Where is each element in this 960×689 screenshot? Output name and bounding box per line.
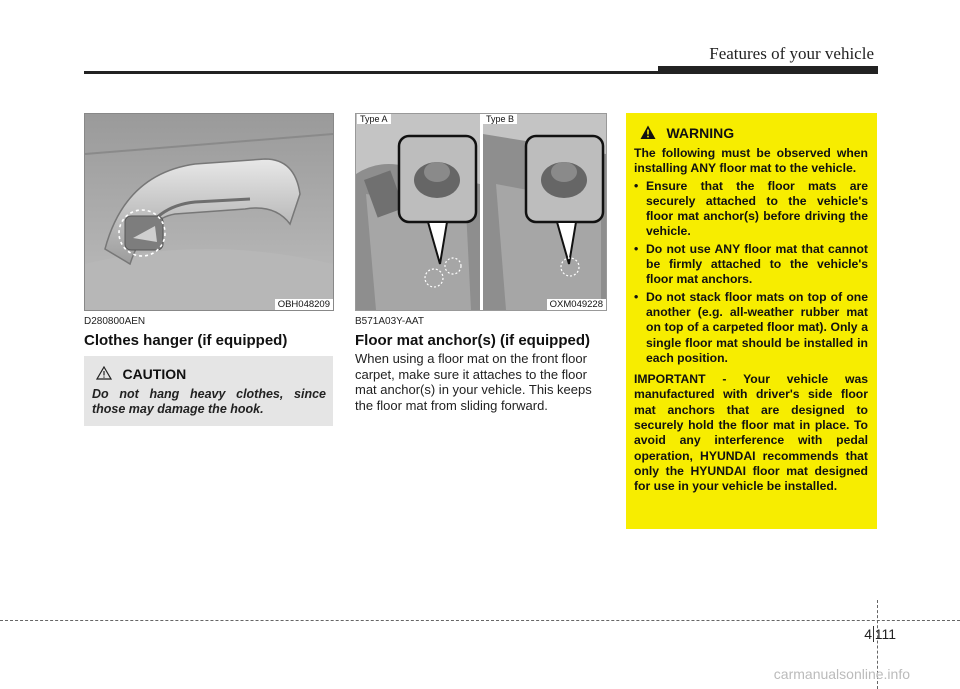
photo-code: OXM049228	[547, 299, 606, 310]
photo-code: OBH048209	[275, 299, 333, 310]
warning-intro: The following must be observed when installing ANY floor mat to the vehicle.	[634, 146, 868, 176]
caution-box	[84, 356, 333, 426]
clothes-hanger-photo	[84, 113, 334, 311]
section-code: B571A03Y-AAT	[355, 316, 424, 327]
floor-mat-anchor-illustration	[356, 114, 606, 310]
footer-rule	[0, 620, 960, 621]
header-tab-bar	[658, 66, 878, 74]
floor-mat-anchor-photo	[355, 113, 607, 311]
section-title: Floor mat anchor(s) (if equipped)	[355, 332, 590, 349]
section-title: Clothes hanger (if equipped)	[84, 332, 288, 349]
warning-body	[634, 146, 868, 495]
type-a-label: Type A	[357, 114, 391, 124]
caution-title: CAUTION	[122, 366, 187, 382]
warning-list	[634, 179, 868, 367]
warning-bullet: • Do not stack floor mats on top of one another (e.g. all-weather rubber mat on top of a carpeted floor mat). Only a single floor mat should be installed in each position.	[634, 290, 868, 366]
warning-triangle-icon	[640, 125, 656, 140]
chapter-number: 4	[864, 626, 872, 642]
caution-text: Do not hang heavy clothes, since those may damage the hook.	[92, 387, 326, 416]
clothes-hanger-illustration	[85, 114, 333, 310]
warning-title: WARNING	[666, 125, 735, 141]
watermark: carmanualsonline.info	[773, 666, 910, 682]
section-code: D280800AEN	[84, 316, 146, 327]
warning-header	[640, 125, 734, 143]
warning-important: IMPORTANT - Your vehicle was manufactured with driver's side floor mat anchors that are designed to securely hold the floor mat in place. To avoid any interference with pedal operation, HYUNDAI recommends that only the HYUNDAI floor mat designed for use in your vehicle be installed.	[634, 372, 868, 494]
warning-box	[626, 113, 877, 529]
type-b-label: Type B	[483, 114, 517, 124]
header-title: Features of your vehicle	[709, 44, 874, 63]
warning-bullet: • Do not use ANY floor mat that cannot be firmly attached to the vehicle's floor mat anchors.	[634, 242, 868, 288]
section-body: When using a floor mat on the front floor carpet, make sure it attaches to the floor mat anchor(s) in your vehicle. This keeps the floor mat from sliding forward.	[355, 351, 592, 413]
caution-header	[96, 366, 186, 384]
caution-triangle-icon	[96, 366, 112, 380]
page-number: 111	[874, 626, 896, 642]
warning-bullet: • Ensure that the floor mats are securely attached to the vehicle's floor mat anchor(s) before driving the vehicle.	[634, 179, 868, 240]
